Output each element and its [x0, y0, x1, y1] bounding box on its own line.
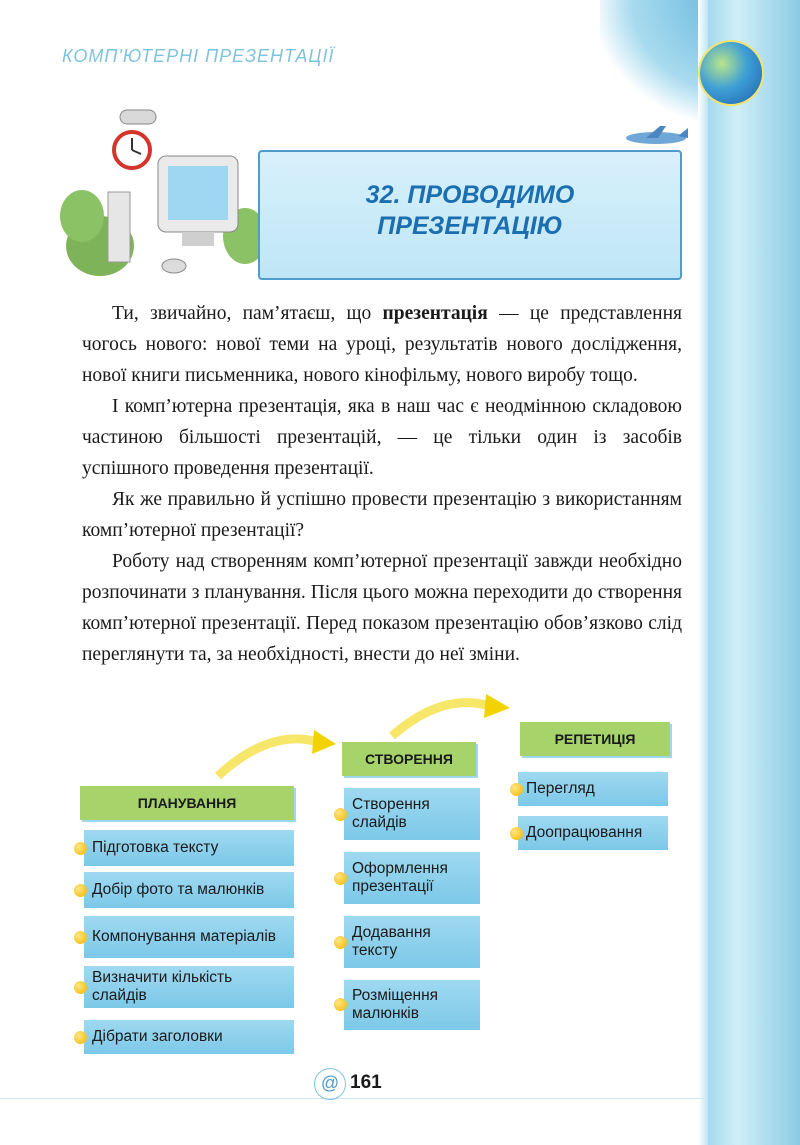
- list-item: Перегляд: [518, 772, 668, 806]
- chapter-title: [260, 180, 680, 242]
- computer-illustration-icon: [60, 96, 270, 286]
- sidebar-edge: [698, 0, 708, 1145]
- creation-header: СТВОРЕННЯ: [342, 742, 476, 776]
- list-item: Додавання тексту: [344, 916, 480, 968]
- planning-column: [74, 786, 296, 1056]
- arrow-to-creation-icon: [210, 724, 340, 784]
- paragraph: [82, 298, 682, 391]
- paragraph: І комп’ютерна презентація, яка в наш час є неодмінною складовою частиною більшості презентацій, — це тільки один із засобів успішного проведення презентації.: [82, 396, 682, 479]
- chapter-title-line1: 32. ПРОВОДИМО: [365, 181, 575, 209]
- bullet-icon: [74, 842, 87, 855]
- bullet-icon: [334, 936, 347, 949]
- list-item: Визначити кількість слайдів: [84, 966, 294, 1008]
- list-item: Підготовка тексту: [84, 830, 294, 866]
- bullet-icon: [510, 783, 523, 796]
- list-item: Створення слайдів: [344, 788, 480, 840]
- bullet-icon: [334, 872, 347, 885]
- globe-icon: [700, 42, 762, 104]
- term-bold: презентація: [382, 303, 488, 324]
- list-item: Дібрати заголовки: [84, 1020, 294, 1054]
- text-span: — це представлення чогось нового: нової теми на уроці, результатів нового дослідження, нової книги письменника, нового кінофільму, нового виробу тощо.: [82, 303, 683, 386]
- footer-divider: [0, 1098, 704, 1099]
- planning-header: ПЛАНУВАННЯ: [80, 786, 294, 820]
- page-number: 161: [350, 1072, 382, 1093]
- list-item: Розміщення малюнків: [344, 980, 480, 1030]
- at-sign-icon: @: [314, 1068, 346, 1100]
- bullet-icon: [334, 808, 347, 821]
- list-item: Добір фото та малюнків: [84, 872, 294, 908]
- list-item: Оформлення презентації: [344, 852, 480, 904]
- bullet-icon: [74, 981, 87, 994]
- airplane-icon: [622, 126, 690, 148]
- bullet-icon: [510, 827, 523, 840]
- list-item: Компонування матеріалів: [84, 916, 294, 958]
- running-head: КОМП'ЮТЕРНІ ПРЕЗЕНТАЦІЇ: [62, 46, 335, 66]
- bullet-icon: [74, 884, 87, 897]
- rehearsal-column: [508, 722, 674, 862]
- paragraph: Як же правильно й успішно провести презентацію з використанням комп’ютерної презентації?: [82, 489, 682, 541]
- text-span: Ти, звичайно, пам’ятаєш, що: [112, 303, 383, 324]
- paragraph: Роботу над створенням комп’ютерної презентації завжди необхідно розпочинати з планування. Після цього можна переходити до створення комп’ютерної презентації. Перед показом презентацію обов’язково слід переглянути та, за необхідності, внести до неї зміни.: [82, 551, 682, 665]
- bullet-icon: [74, 1031, 87, 1044]
- creation-column: [334, 742, 484, 1032]
- bullet-icon: [74, 931, 87, 944]
- arrow-to-rehearsal-icon: [386, 692, 516, 742]
- list-item: Доопрацювання: [518, 816, 668, 850]
- body-text: [82, 298, 682, 670]
- chapter-banner: [258, 150, 682, 280]
- sidebar-decoration: [704, 0, 800, 1145]
- chapter-title-line2: ПРЕЗЕНТАЦІЮ: [377, 212, 563, 240]
- rehearsal-header: РЕПЕТИЦІЯ: [520, 722, 670, 756]
- bullet-icon: [334, 998, 347, 1011]
